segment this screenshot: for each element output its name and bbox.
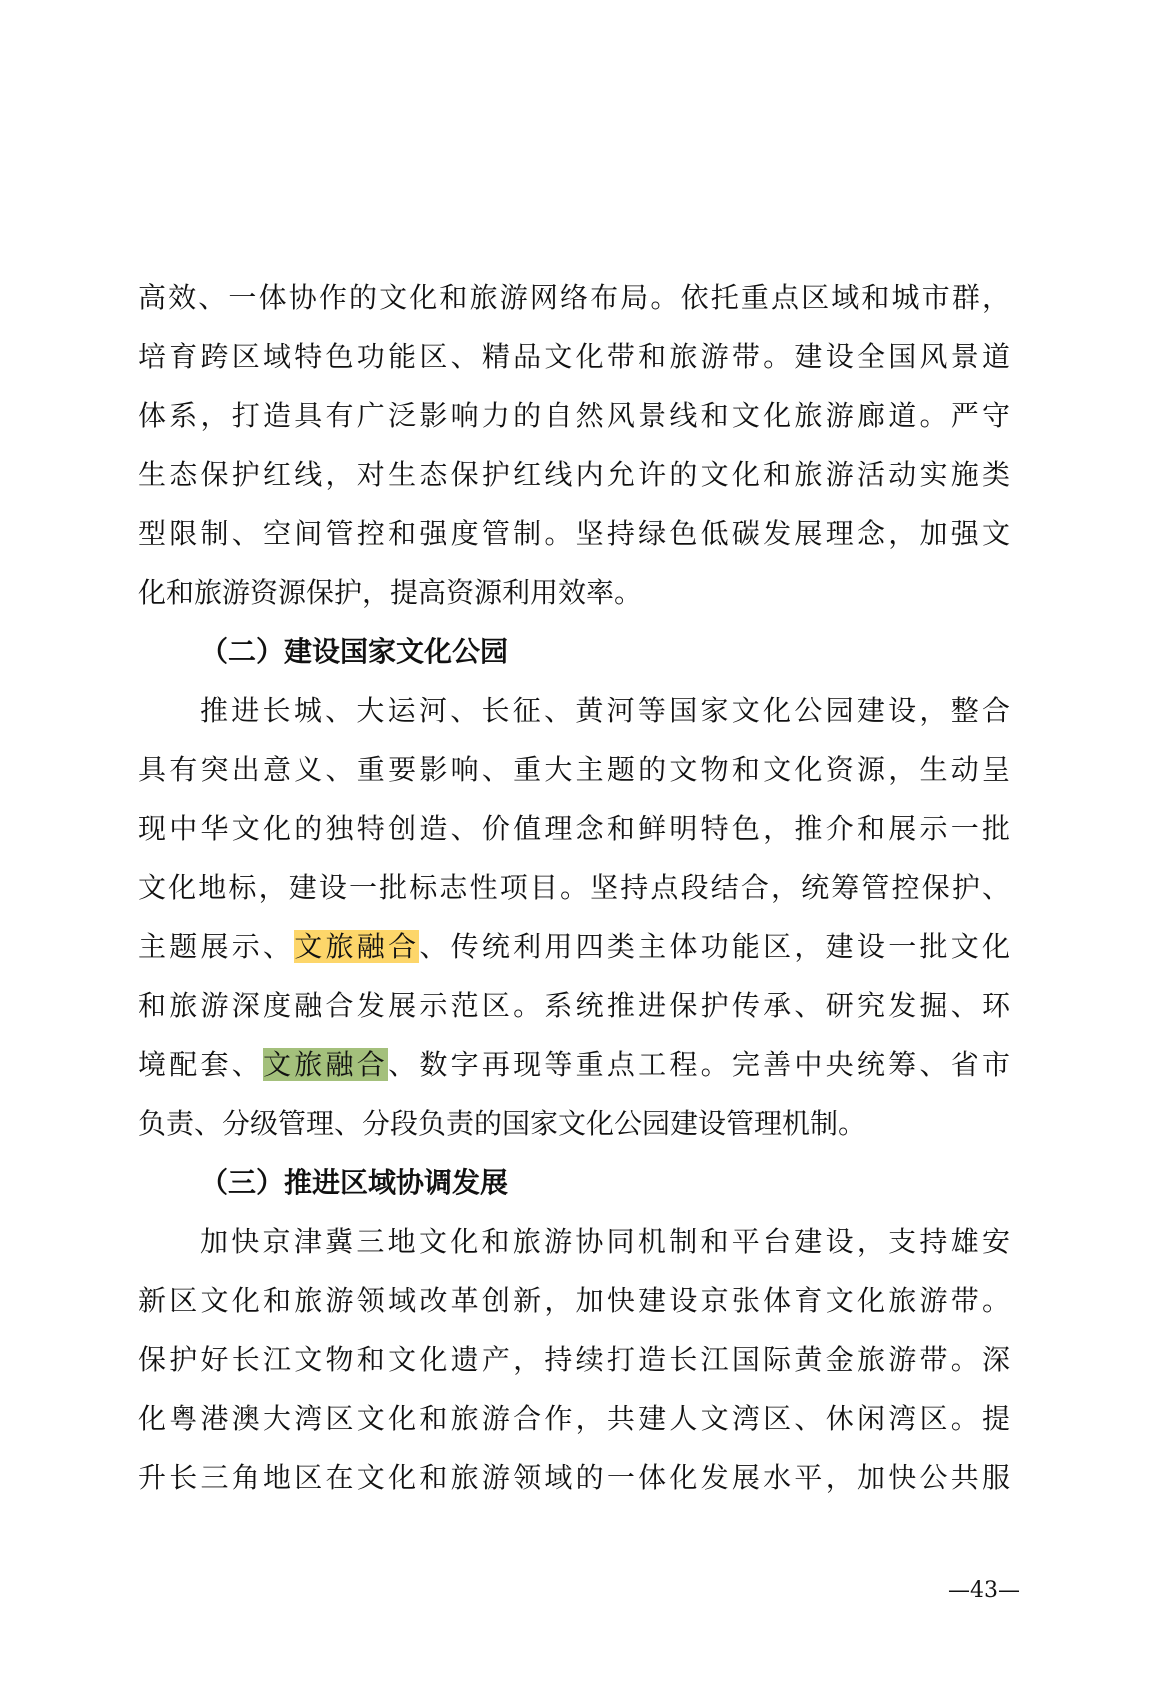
highlight-green: 文旅融合 [263, 1048, 389, 1081]
paragraph-line [138, 917, 1010, 976]
paragraph-line: 现中华文化的独特创造、价值理念和鲜明特色，推介和展示一批 [138, 812, 1010, 845]
paragraph-line: 保护好长江文物和文化遗产，持续打造长江国际黄金旅游带。深 [138, 1343, 1010, 1376]
paragraph-line [138, 1035, 1010, 1094]
highlight-yellow: 文旅融合 [294, 930, 420, 963]
paragraph-line: 文化地标，建设一批标志性项目。坚持点段结合，统筹管控保护、 [138, 871, 1010, 904]
line-text: 境配套、 [138, 1048, 264, 1081]
paragraph-line: 体系，打造具有广泛影响力的自然风景线和文化旅游廊道。严守 [138, 399, 1010, 432]
paragraph-line: 加快京津冀三地文化和旅游协同机制和平台建设，支持雄安 [200, 1225, 1010, 1258]
paragraph-line: 型限制、空间管控和强度管制。坚持绿色低碳发展理念，加强文 [138, 517, 1010, 550]
paragraph-line: 培育跨区域特色功能区、精品文化带和旅游带。建设全国风景道 [138, 340, 1010, 373]
paragraph-line: 负责、分级管理、分段负责的国家文化公园建设管理机制。 [138, 1107, 867, 1140]
paragraph-line: 新区文化和旅游领域改革创新，加快建设京张体育文化旅游带。 [138, 1284, 1010, 1317]
section-heading-2: （二）建设国家文化公园 [200, 635, 509, 668]
document-body [138, 268, 1010, 1507]
line-text: 、数字再现等重点工程。完善中央统筹、省市 [388, 1048, 1010, 1081]
line-text: 、传统利用四类主体功能区，建设一批文化 [419, 930, 1010, 963]
paragraph-line: 化粤港澳大湾区文化和旅游合作，共建人文湾区、休闲湾区。提 [138, 1402, 1010, 1435]
paragraph-line: 具有突出意义、重要影响、重大主题的文物和文化资源，生动呈 [138, 753, 1010, 786]
paragraph-line: 和旅游深度融合发展示范区。系统推进保护传承、研究发掘、环 [138, 989, 1010, 1022]
paragraph-line: 化和旅游资源保护，提高资源利用效率。 [138, 576, 643, 609]
paragraph-line: 升长三角地区在文化和旅游领域的一体化发展水平，加快公共服 [138, 1461, 1010, 1494]
paragraph-line: 高效、一体协作的文化和旅游网络布局。依托重点区域和城市群， [138, 281, 1010, 314]
paragraph-line: 生态保护红线，对生态保护红线内允许的文化和旅游活动实施类 [138, 458, 1010, 491]
page-number: —43— [948, 1578, 1020, 1603]
section-heading-3: （三）推进区域协调发展 [200, 1166, 509, 1199]
line-text: 主题展示、 [138, 930, 295, 963]
paragraph-line: 推进长城、大运河、长征、黄河等国家文化公园建设，整合 [200, 694, 1010, 727]
